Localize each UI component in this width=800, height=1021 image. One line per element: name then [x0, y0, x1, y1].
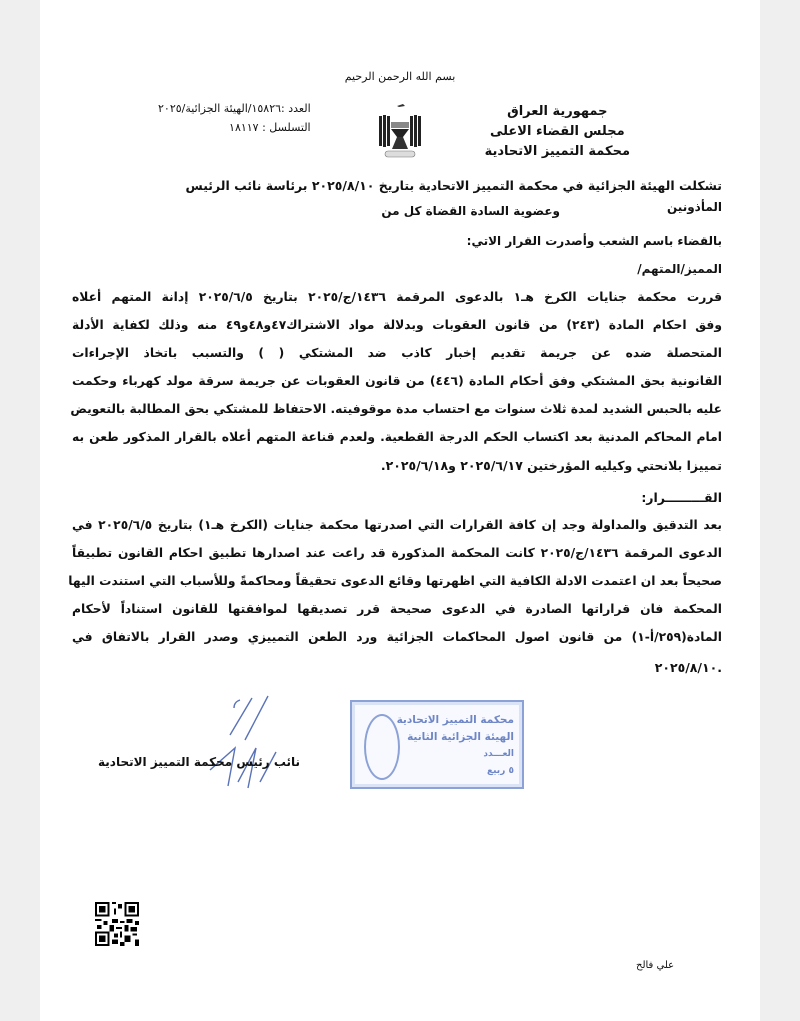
paragraph2-line: بعد التدقيق والمداولة وجد إن كافة القرارات التي اصدرتها محكمة جنايات (الكرخ هـ١) بتاريخ ٢٠٢٥/٦/٥ في [72, 518, 723, 532]
paragraph1-line: القانونية بحق المشتكي وفق أحكام المادة (٤٤٦) من قانون العقوبات عن جريمة سرقة مولد كهرباء وحكمت [72, 374, 722, 388]
appellant-label: المميز/المتهم/ [637, 262, 722, 276]
reference-number: العدد :١٥٨٢٦/الهيئة الجزائية/٢٠٢٥ [158, 102, 311, 115]
signature-title: نائب رئيس محكمة التمييز الاتحادية [98, 755, 301, 769]
paragraph2-line: ٢٠٢٥/٨/١٠. [654, 660, 722, 675]
header-issuer [485, 102, 630, 162]
paragraph1-line: تمييزا بلانحتي وكيليه المؤرختين ٢٠٢٥/٦/١٧ و٢٠٢٥/٦/١٨. [380, 458, 722, 473]
decision-heading: القـــــــــرار: [641, 490, 722, 505]
paragraph1-line: امام المحاكم المدنية بعد اكتساب الحكم الدرجة القطعية. ولعدم قناعة المتهم أعلاه بالقرار المذكور طعن به [72, 430, 722, 444]
footer-name: علي فالح [636, 960, 675, 971]
signature-icon [190, 690, 300, 795]
stamp-text [397, 712, 514, 780]
stamp-seal-icon [364, 714, 400, 780]
bismillah: بسم الله الرحمن الرحيم [344, 70, 456, 83]
paragraph1-line: قررت محكمة جنايات الكرخ هـ١ بالدعوى المرقمة ١٤٣٦/ج/٢٠٢٥ بتاريخ ٢٠٢٥/٦/٥ إدانة المتهم أعلاه [72, 290, 722, 304]
paragraph1-line: وفق احكام المادة (٢٤٣) من قانون العقوبات وبدلالة مواد الاشتراك٤٧و٤٨و٤٩ منه وذلك لكفاية الأدلة [72, 318, 723, 332]
intro-verdict-statement: بالقضاء باسم الشعب وأصدرت القرار الاتي: [466, 234, 722, 248]
intro-members: وعضوية السادة القضاة كل من [381, 204, 560, 218]
court-stamp [350, 700, 524, 789]
paragraph1-line: المتحصلة ضده عن جريمة تقديم إخبار كاذب ضد المشتكي ( ) والتسبب باتخاذ الإجراءات [72, 346, 722, 360]
paragraph2-line: صحيحاً بعد ان اعتمدت الادلة الكافية التي اظهرتها وقائع الدعوى تحقيقاً ومحاكمةً وللأسباب التي استندت اليها [68, 574, 722, 588]
qr-code-icon [95, 902, 139, 946]
header-council: مجلس القضاء الاعلى [489, 124, 625, 139]
iraq-emblem-icon [373, 102, 427, 162]
stamp-court: محكمة التمييز الاتحادية [396, 714, 514, 726]
paragraph2-line: الدعوى المرقمة ١٤٣٦/ج/٢٠٢٥ كانت المحكمة المذكورة قد راعت عند اصدارها تطبيق احكام القانون تطبيقاً [72, 546, 722, 560]
header-country: جمهورية العراق [507, 104, 608, 119]
header-court: محكمة التمييز الاتحادية [484, 144, 630, 159]
stamp-date: ٥ ربيع [486, 766, 514, 776]
stamp-panel: الهيئة الجزائية الثانية [407, 731, 514, 743]
intro-line-1: تشكلت الهيئة الجزائية في محكمة التمييز الاتحادية بتاريخ ٢٠٢٥/٨/١٠ برئاسة نائب الرئيس [185, 178, 722, 193]
paragraph2-line: المحكمة فان قراراتها الصادرة في الدعوى صحيحة قرر تصديقها لموافقتها للقانون استناداً لأحكام [72, 602, 722, 616]
reference-serial: التسلسل : ١٨١١٧ [229, 121, 311, 134]
intro-authorized: المأذونين [667, 200, 722, 214]
header-reference [158, 99, 311, 137]
stamp-number: العـــدد [483, 749, 514, 759]
paragraph1-line: عليه بالحبس الشديد لمدة ثلاث سنوات مع احتساب مدة موقوفيته. الاحتفاظ للمشتكي بحق المطالبة بالتعويض [70, 402, 722, 416]
paragraph2-line: المادة(٢٥٩/أ-١) من قانون اصول المحاكمات الجزائية ورد الطعن التمييزي وصدر القرار بالاتفاق في [72, 630, 722, 644]
document-page [40, 0, 760, 1021]
